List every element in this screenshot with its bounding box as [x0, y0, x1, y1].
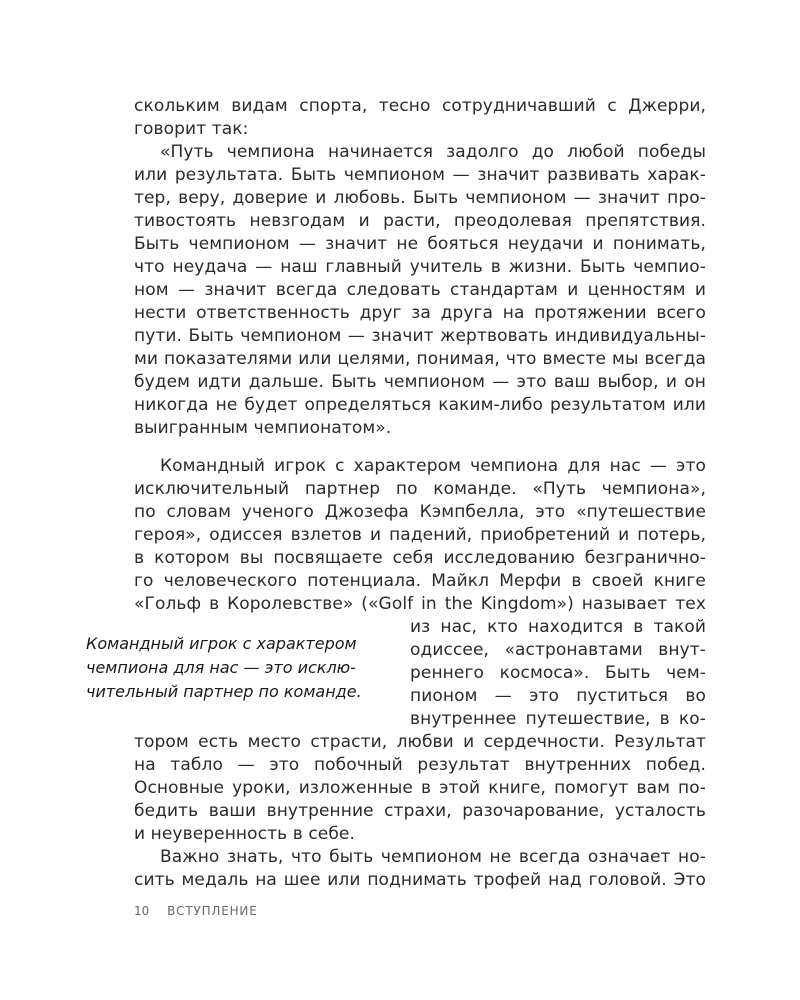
pull-quote-line: чемпиона для нас — это исклю-: [86, 658, 356, 677]
body-line: героя», одиссея взлетов и падений, приобретений и потерь,: [134, 525, 706, 545]
body-line: что неудача — наш главный учитель в жизни. Быть чемпио-: [134, 257, 706, 277]
section-title: ВСТУПЛЕНИЕ: [167, 904, 258, 918]
body-line: Основные уроки, изложенные в этой книге, помогут вам по-: [134, 778, 706, 798]
body-line: одиссее, «астронавтами внут-: [410, 640, 706, 660]
body-line: бедить ваши внутренние страхи, разочарование, усталость: [134, 801, 706, 821]
page-footer: [134, 904, 258, 918]
body-line: из нас, кто находится в такой: [410, 617, 706, 637]
body-line: выигранным чемпионатом».: [134, 418, 392, 438]
body-line: сить медаль на шее или поднимать трофей над головой. Это: [134, 870, 706, 890]
body-line: говорит так:: [134, 119, 249, 139]
body-line: ми показателями или целями, понимая, что вместе мы всегда: [134, 349, 706, 369]
body-line: и неуверенность в себе.: [134, 824, 355, 844]
body-line: «Гольф в Королевстве» («Golf in the Kingdom») называет тех: [134, 594, 706, 614]
body-line: по словам ученого Джозефа Кэмпбелла, это «путешествие: [134, 502, 706, 522]
body-line: внутреннее путешествие, в ко-: [410, 709, 706, 729]
body-line: исключительный партнер по команде. «Путь чемпиона»,: [134, 479, 706, 499]
body-line: будем идти дальше. Быть чемпионом — это ваш выбор, и он: [134, 372, 706, 392]
body-line: го человеческого потенциала. Майкл Мерфи в своей книге: [134, 571, 706, 591]
body-line: в котором вы посвящаете себя исследованию безгранично-: [134, 548, 706, 568]
body-line: скольким видам спорта, тесно сотрудничавший с Джерри,: [134, 96, 706, 116]
body-line: никогда не будет определяться каким-либо результатом или: [134, 395, 706, 415]
body-line: Командный игрок с характером чемпиона для нас — это: [160, 456, 706, 476]
body-line: реннего космоса». Быть чем-: [410, 663, 706, 683]
pull-quote-line: Командный игрок с характером: [86, 634, 357, 653]
body-line: на табло — это побочный результат внутренних побед.: [134, 755, 706, 775]
body-line: нести ответственность друг за друга на протяжении всего: [134, 303, 706, 323]
body-line: «Путь чемпиона начинается задолго до любой победы: [160, 142, 706, 162]
body-line: пути. Быть чемпионом — значит жертвовать индивидуальны-: [134, 326, 706, 346]
body-line: тер, веру, доверие и любовь. Быть чемпионом — значит про-: [134, 188, 706, 208]
page-number: 10: [134, 904, 150, 918]
body-line: тором есть место страсти, любви и сердечности. Результат: [134, 732, 706, 752]
body-line: Быть чемпионом — значит не бояться неудачи и понимать,: [134, 234, 706, 254]
pull-quote-line: чительный партнер по команде.: [86, 682, 362, 701]
body-line: тивостоять невзгодам и расти, преодолевая препятствия.: [134, 211, 706, 231]
body-line: ном — значит всегда следовать стандартам и ценностям и: [134, 280, 706, 300]
body-line: или результата. Быть чемпионом — значит развивать харак-: [134, 165, 706, 185]
body-line: пионом — это пуститься во: [410, 686, 706, 706]
body-line: Важно знать, что быть чемпионом не всегда означает но-: [160, 847, 706, 867]
